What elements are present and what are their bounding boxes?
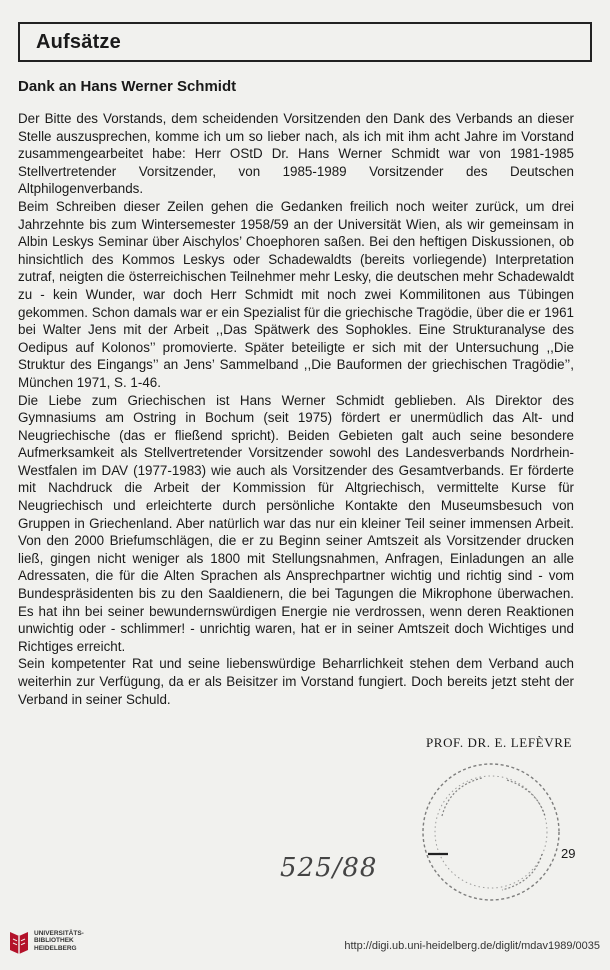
library-book-icon — [8, 928, 30, 954]
article-body — [18, 110, 574, 708]
paragraph: Sein kompetenter Rat und seine liebenswürdige Beharrlichkeit stehen dem Verband auch weiterhin zur Verfügung, da er als Beisitzer im Vorstand fungiert. Doch bereits jetzt steht der Verband in seiner Schuld. — [18, 656, 574, 707]
source-url[interactable]: http://digi.ub.uni-heidelberg.de/diglit/mdav1989/0035 — [344, 940, 600, 952]
page-number: 29 — [561, 846, 576, 861]
library-name — [34, 930, 84, 953]
paragraph: Die Liebe zum Griechischen ist Hans Werner Schmidt geblieben. Als Direktor des Gymnasiums am Ostring in Bochum (seit 1975) fördert er unermüdlich das Alt- und Neugriechische (das er fließend spricht). Beiden Gebieten galt auch seine besondere Aufmerksamkeit als Stellvertretender Vorsitzender sowohl des Landesverbands Nordrhein-Westfalen im DAV (1977-1983) wie auch als Vorsitzender des Gesamtverbands. Er förderte mit Nachdruck die Arbeit der Kommission für Altgriechisch, vermittelte Kurse für Neugriechisch und erleichterte durch persönliche Kontakte den Museumsbesuch von Gruppen in Griechenland. Aber natürlich war das nur ein kleiner Teil seiner immensen Arbeit. Von den 2000 Briefumschlägen, die er zu Beginn seiner Amtszeit als Vorsitzender drucken ließ, gingen nicht weniger als 1800 mit Stellungsnahmen, Anfragen, Einladungen an alle Adressaten, die für die Alten Sprachen als Ansprechpartner wichtig und richtig sind - vom Bundespräsidenten bis zu den Saaldienern, die bei Tagungen die Mikrophone überwachen. Es hat ihn bei seiner bewundernswürdigen Energie nie verdrossen, wenn deren Reaktionen unwichtig oder - schlimmer! - unrichtig waren, hat er in seiner Amtszeit doch Wichtiges und Richtiges erreicht. — [18, 392, 574, 654]
section-title: Aufsätze — [36, 30, 121, 53]
author-signature: PROF. DR. E. LEFÈVRE — [425, 735, 572, 750]
library-name-line: HEIDELBERG — [34, 944, 77, 952]
handwritten-note: 525/88 — [280, 853, 378, 883]
section-header — [18, 22, 592, 62]
paragraph: Beim Schreiben dieser Zeilen gehen die Gedanken freilich noch weiter zurück, um drei Jahrzehnte bis zum Wintersemester 1958/59 an der Universität Wien, als wir gemeinsam in Albin Leskys Seminar über Aischylos’ Choephoren saßen. Bei den heftigen Diskussionen, ob hinsichtlich des Kommos Leskys oder Schadewaldts (bereits vorliegende) Interpretation zutraf, neigten die österreichischen Teilnehmer mehr Lesky, die deutschen mehr Schadewaldt zu - kein Wunder, war doch Herr Schmidt mit noch zwei Kommilitonen aus Tübingen gekommen. Schon damals war er ein Spezialist für die griechische Tragödie, über die er 1961 bei Walter Jens mit der Arbeit ,,Das Spätwerk des Sophokles. Eine Strukturanalyse des Oedipus auf Kolonos’’ promovierte. Später beteiligte er sich mit der Untersuchung ,,Die Struktur des Eingangs’’ an Jens’ Sammelband ,,Die Bauformen der griechischen Tragödie’’, München 1971, S. 1-46. — [18, 198, 574, 390]
library-logo — [8, 928, 84, 954]
library-name-line: BIBLIOTHEK — [34, 937, 74, 945]
paragraph: Der Bitte des Vorstands, dem scheidenden Vorsitzenden den Dank des Verbands an dieser Stelle auszusprechen, komme ich um so lieber nach, als ich mit ihm acht Jahre im Vorstand zusammengearbeitet habe: Herr OStD Dr. Hans Werner Schmidt war von 1981-1985 Stellvertretender Vorsitzender, von 1985-1989 Vorsitzender des Deutschen Altphilogenverbands. — [18, 111, 574, 197]
library-stamp-icon — [412, 756, 570, 908]
article-title: Dank an Hans Werner Schmidt — [18, 78, 237, 95]
library-name-line: UNIVERSITÄTS- — [34, 929, 84, 937]
